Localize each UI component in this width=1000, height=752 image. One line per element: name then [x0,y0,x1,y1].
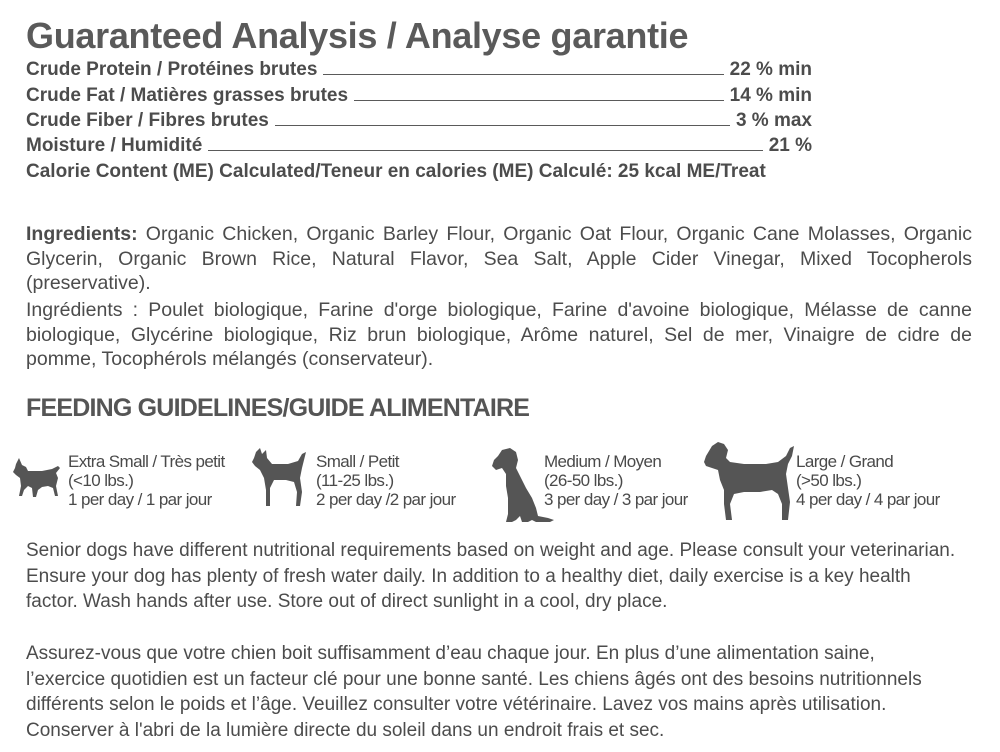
feeding-guidelines-title: FEEDING GUIDELINES/GUIDE ALIMENTAIRE [26,394,530,422]
size-name: Small / Petit [316,452,399,471]
analysis-row-moisture [26,134,812,158]
size-large-text [796,452,940,509]
ingredients-en-text: Organic Chicken, Organic Barley Flour, Organic Oat Flour, Organic Cane Molasses, Organic Glycerin, Organic Brown Rice, Natural Flavor, Sea Salt, Apple Cider Vinegar, Mixed Tocopherols (preservative). [26,223,972,294]
notes-fr: Assurez-vous que votre chien boit suffisamment d’eau chaque jour. En plus d’une alimentation saine, l’exercice quotidien est un facteur clé pour une bonne santé. Les chiens âgés ont des besoins nutritionnels différents selon le poids et l’âge. Veuillez consulter votre vétérinaire. Lavez vos mains après utilisation. Conserver à l'abri de la lumière directe du soleil dans un endroit frais et sec. [26,643,922,741]
analysis-label: Crude Fat / Matières grasses brutes [26,85,349,106]
calorie-content: Calorie Content (ME) Calculated/Teneur en calories (ME) Calculé: 25 kcal ME/Treat [26,161,766,182]
size-amount: 2 per day /2 par jour [316,490,456,509]
analysis-value: 22 % min [729,59,812,80]
ingredients-fr: Ingrédients : Poulet biologique, Farine d'orge biologique, Farine d'avoine biologique, Mélasse de canne biologique, Glycérine biologique, Riz brun biologique, Arôme naturel, Sel de mer, Vinaigre de cidre de pomme, Tocophérols mélangés (conservateur). [26,299,972,370]
leader-line [354,85,724,101]
analysis-value: 3 % max [735,110,812,131]
analysis-value: 21 % [768,135,812,156]
analysis-label: Crude Protein / Protéines brutes [26,59,318,80]
guaranteed-analysis-title: Guaranteed Analysis / Analyse garantie [26,15,689,56]
size-weight: (<10 lbs.) [68,471,134,490]
analysis-row-fat [26,84,812,108]
size-amount: 3 per day / 3 par jour [544,490,688,509]
size-small-text [316,452,456,509]
analysis-row-protein [26,58,812,82]
analysis-label: Moisture / Humidité [26,135,203,156]
size-amount: 1 per day / 1 par jour [68,490,212,509]
analysis-label: Crude Fiber / Fibres brutes [26,110,269,131]
analysis-value: 14 % min [729,85,812,106]
notes-en: Senior dogs have different nutritional requirements based on weight and age. Please consult your veterinarian. Ensure your dog has plenty of fresh water daily. In addition to a healthy diet, daily exercise is a key health factor. Wash hands after use. Store out of direct sunlight in a cool, dry place. [26,540,956,612]
leader-line [323,59,723,75]
extra-small-dog-icon [12,456,64,500]
ingredients-label: Ingredients: [26,223,138,245]
leader-line [275,110,730,126]
size-weight: (>50 lbs.) [796,471,862,490]
leader-line [208,135,762,151]
analysis-row-fiber [26,109,812,133]
large-dog-icon [704,440,796,522]
small-dog-icon [252,448,312,510]
ingredients-en [26,222,972,296]
size-weight: (26-50 lbs.) [544,471,623,490]
size-extra-small-text [68,452,225,509]
size-name: Large / Grand [796,452,894,471]
size-weight: (11-25 lbs.) [316,471,394,490]
size-amount: 4 per day / 4 par jour [796,490,940,509]
size-name: Medium / Moyen [544,452,662,471]
size-name: Extra Small / Très petit [68,452,225,471]
size-medium-text [544,452,688,509]
